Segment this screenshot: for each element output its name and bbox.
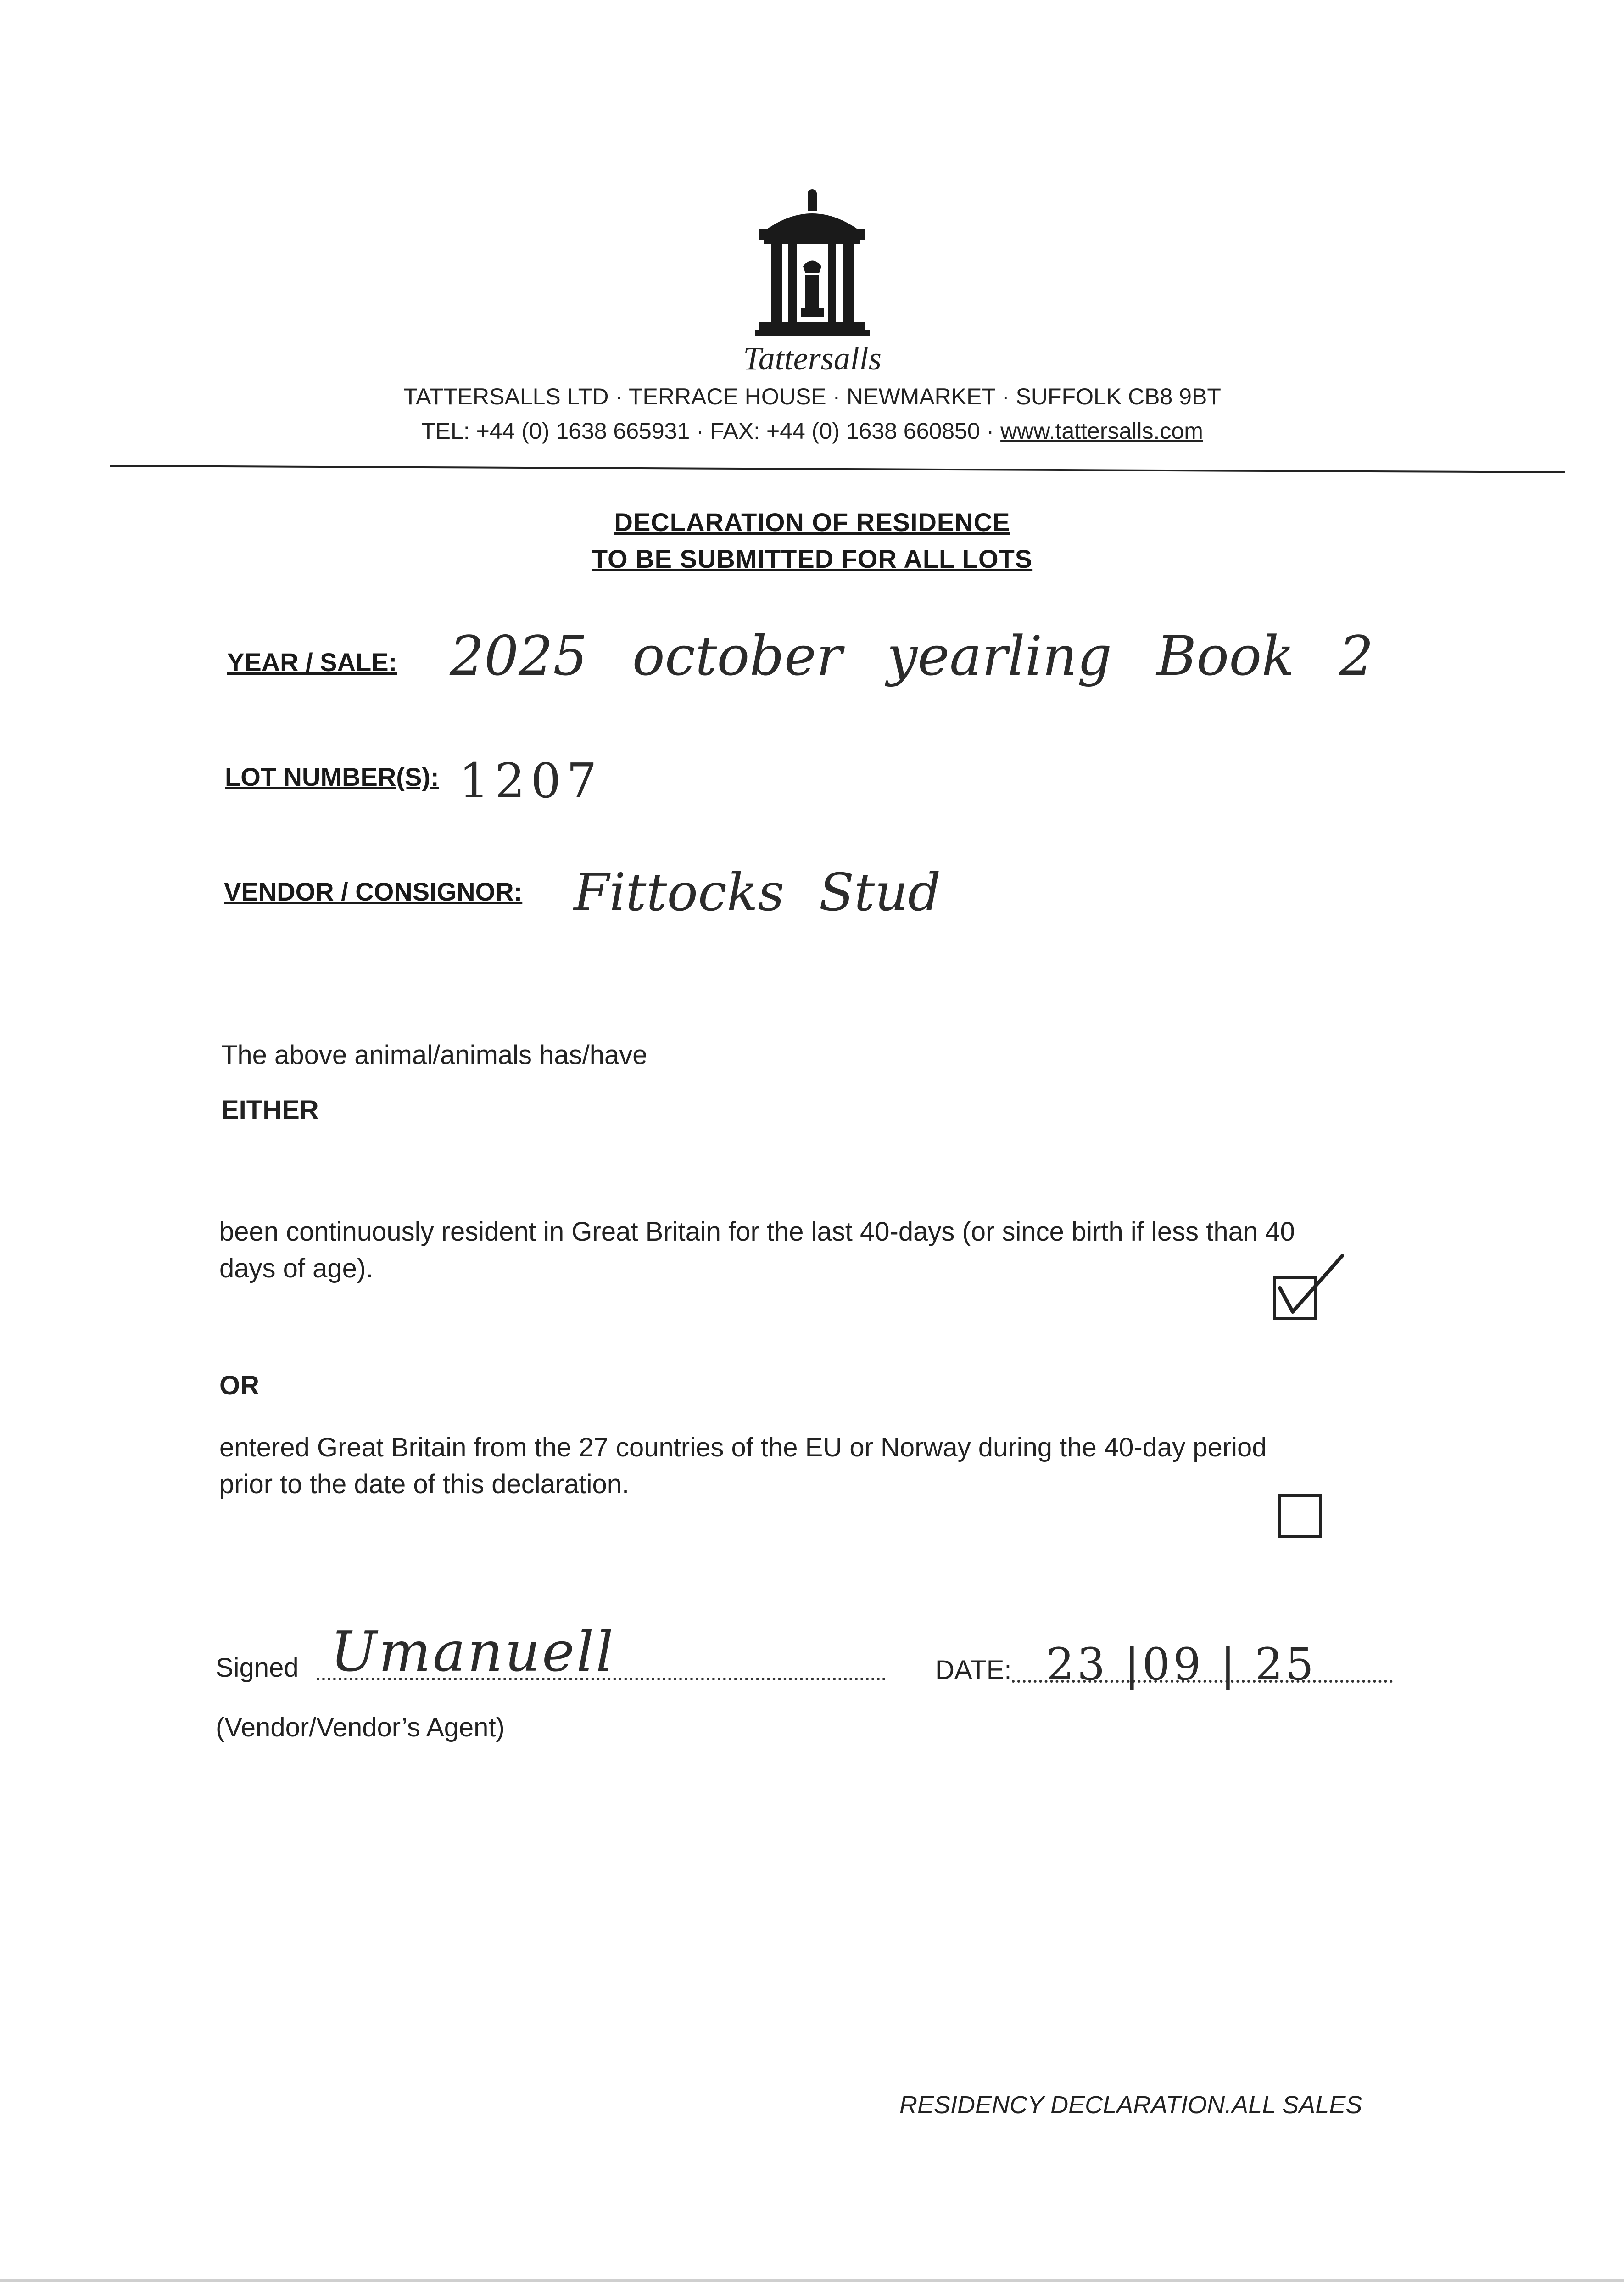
lot-number-label: LOT NUMBER(S): <box>225 762 439 791</box>
option2-text-line2: prior to the date of this declaration. <box>219 1469 630 1499</box>
option2-text-line1: entered Great Britain from the 27 countries of the EU or Norway during the 40-day period <box>219 1433 1267 1462</box>
lot-number-value[interactable]: 1207 <box>459 753 603 809</box>
signed-label: Signed <box>216 1653 299 1683</box>
checkmark-icon <box>1273 1251 1365 1311</box>
signatory-role: (Vendor/Vendor’s Agent) <box>216 1713 505 1742</box>
scan-edge <box>0 2279 1624 2282</box>
form-reference: RESIDENCY DECLARATION.ALL SALES <box>899 2091 1362 2119</box>
option1-checkbox[interactable] <box>1273 1276 1317 1320</box>
date-label: DATE: <box>935 1655 1012 1685</box>
vendor-consignor-label: VENDOR / CONSIGNOR: <box>224 877 523 906</box>
or-label: OR <box>219 1371 259 1400</box>
header-divider <box>110 465 1565 473</box>
company-contact <box>275 418 1349 444</box>
intro-text: The above animal/animals has/have <box>221 1040 647 1070</box>
option1-text-line1: been continuously resident in Great Britain for the last 40-days (or since birth if less than 40 <box>219 1217 1295 1247</box>
vendor-consignor-value[interactable]: Fittocks Stud <box>574 863 941 923</box>
contact-numbers: TEL: +44 (0) 1638 665931 · FAX: +44 (0) 1638 660850 · <box>421 418 1001 444</box>
signature-value[interactable]: Umanuell <box>330 1620 615 1684</box>
option2-checkbox[interactable] <box>1278 1494 1322 1538</box>
option1-text-line2: days of age). <box>219 1254 374 1283</box>
either-label: EITHER <box>221 1095 319 1125</box>
tattersalls-temple-logo <box>734 188 890 344</box>
brand-name: Tattersalls <box>743 340 882 377</box>
website-link[interactable]: www.tattersalls.com <box>1000 418 1203 444</box>
year-sale-value[interactable]: 2025 october yearling Book 2 <box>450 624 1374 688</box>
form-subtitle: TO BE SUBMITTED FOR ALL LOTS <box>592 544 1033 573</box>
company-address: TATTERSALLS LTD · TERRACE HOUSE · NEWMARKET · SUFFOLK CB8 9BT <box>403 384 1221 409</box>
date-value[interactable]: 23 |09 | 25 <box>1046 1639 1317 1690</box>
year-sale-label: YEAR / SALE: <box>227 648 397 677</box>
form-title: DECLARATION OF RESIDENCE <box>614 508 1010 537</box>
